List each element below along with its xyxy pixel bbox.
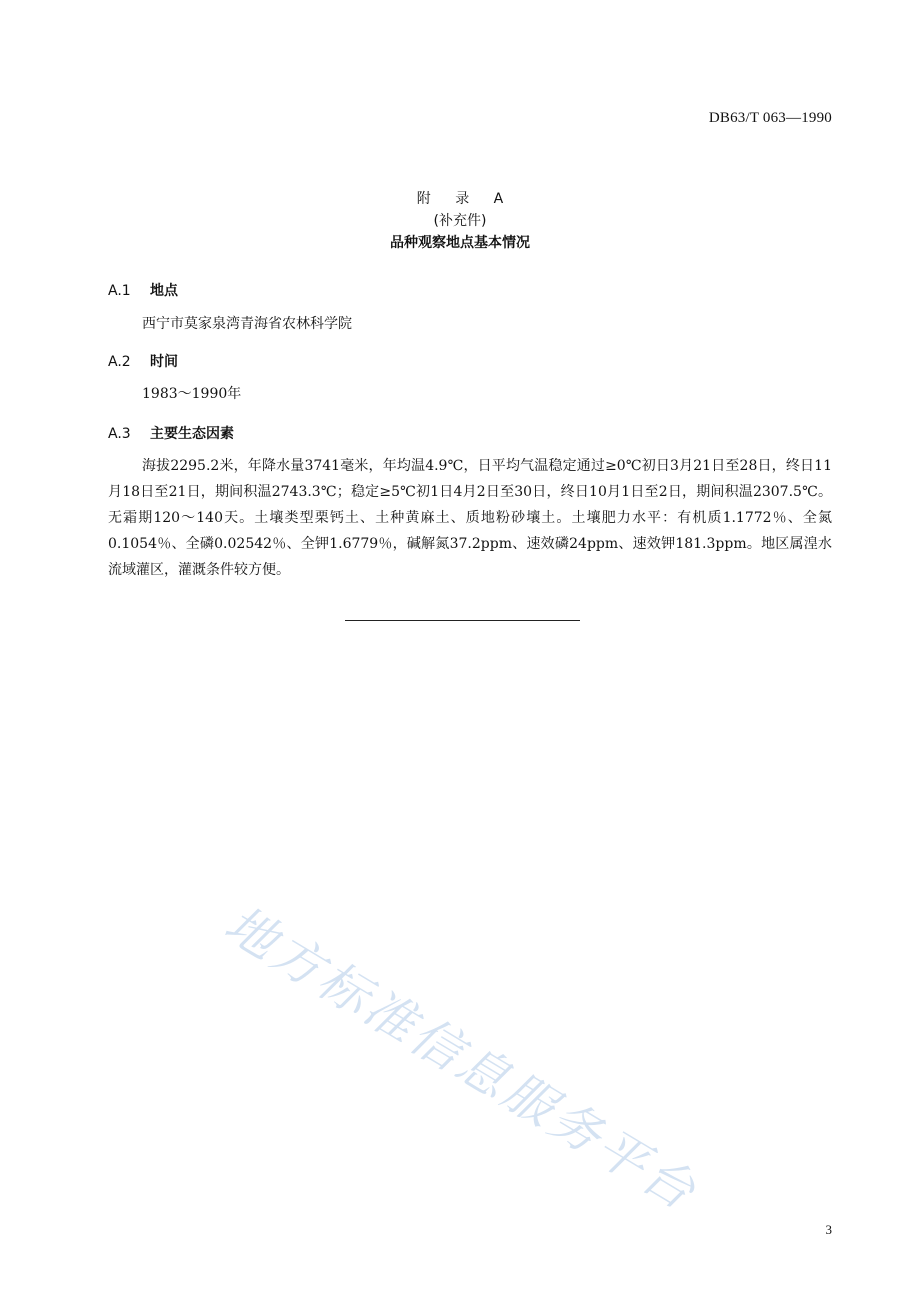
section-a1-body: 西宁市莫家泉湾青海省农林科学院	[142, 316, 352, 332]
section-number: A.2	[108, 354, 131, 370]
section-a3-body: 海拔2295.2米，年降水量3741毫米，年均温4.9℃，日平均气温稳定通过≥0℃初日3月21日至28日，终日11月18日至21日，期间积温2743.3℃；稳定≥5℃初1日4月2日至30日，终日10月1日至2日，期间积温2307.5℃。无霜期120～140天。土壤类型栗钙土、土种黄麻土、质地粉砂壤土。土壤肥力水平：有机质1.1772％、全氮0.1054％、全磷0.02542％、全钾1.6779％，碱解氮37.2ppm、速效磷24ppm、速效钾181.3ppm。地区属湟水流域灌区，灌溉条件较方便。	[108, 458, 832, 578]
end-divider	[345, 620, 580, 621]
section-heading: 地点	[150, 283, 178, 299]
section-number: A.1	[108, 283, 131, 299]
watermark: 地方标准信息服务平台	[215, 894, 708, 1223]
appendix-type: (补充件)	[433, 213, 487, 229]
appendix-title-block	[0, 188, 920, 254]
section-a3-heading	[108, 423, 234, 443]
appendix-label: 附 录 A	[416, 191, 514, 207]
section-number: A.3	[108, 426, 131, 442]
section-heading: 主要生态因素	[150, 426, 234, 442]
section-heading: 时间	[150, 354, 178, 370]
section-a2-heading	[108, 351, 178, 371]
appendix-title: 品种观察地点基本情况	[390, 235, 530, 251]
page-number: 3	[825, 1222, 832, 1237]
section-a2-body: 1983～1990年	[142, 386, 242, 402]
doc-code: DB63/T 063—1990	[708, 110, 832, 126]
section-a1-heading	[108, 280, 178, 300]
